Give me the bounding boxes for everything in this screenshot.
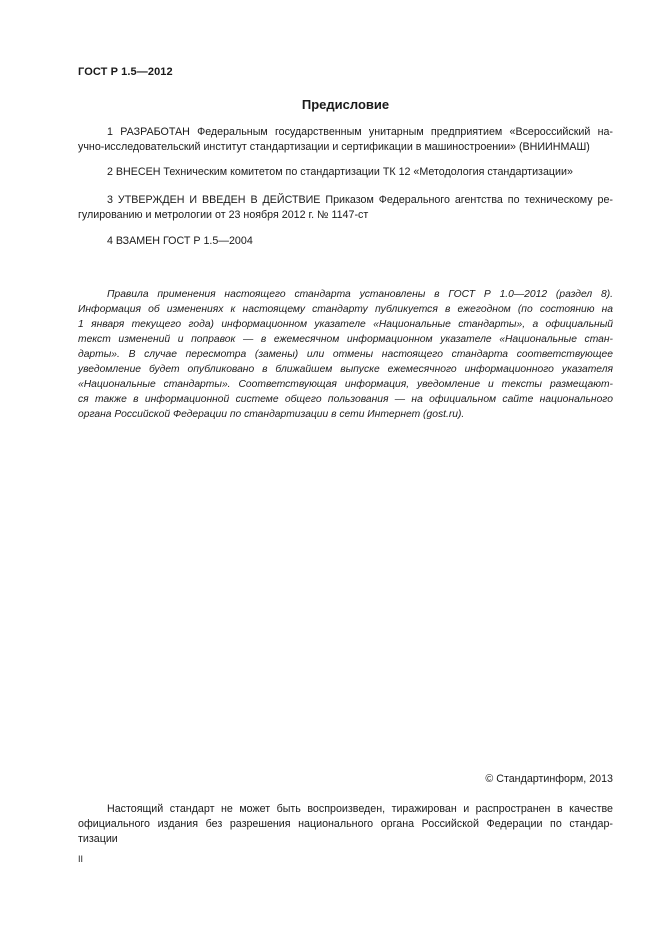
note-line: органа Российской Федерации по стандартизации в сети Интернет (gost.ru). (78, 409, 465, 420)
copyright-notice: © Стандартинформ, 2013 (485, 773, 613, 785)
item-line: 4 ВЗАМЕН ГОСТ Р 1.5—2004 (107, 235, 253, 247)
reproduction-notice (78, 802, 613, 847)
item-line: 2 ВНЕСЕН Техническим комитетом по стандартизации ТК 12 «Методология стандартизации» (107, 166, 573, 178)
document-header-id: ГОСТ Р 1.5—2012 (78, 66, 173, 78)
item-line: учно-исследовательский институт стандартизации и сертификации в машиностроении» (ВНИИНМАШ) (78, 141, 590, 153)
item-line: 1 РАЗРАБОТАН Федеральным государственным унитарным предприятием «Всероссийский на- (107, 126, 613, 138)
foreword-item-replaces (78, 234, 613, 249)
note-line: 1 января текущего года) информационном указателе «Национальные стандарты», а официальный (78, 319, 613, 330)
application-rules-note (78, 287, 613, 422)
item-line: гулированию и метрологии от 23 ноября 2012 г. № 1147-ст (78, 209, 369, 221)
item-line: 3 УТВЕРЖДЕН И ВВЕДЕН В ДЕЙСТВИЕ Приказом Федерального агентства по техническому ре- (107, 194, 613, 206)
note-line: дарты». В случае пересмотра (замены) или отмены настоящего стандарта соответствующее (78, 349, 613, 360)
foreword-item-developed (78, 125, 613, 155)
foreword-item-introduced (78, 165, 613, 180)
legal-line: тизации (78, 833, 118, 845)
foreword-item-approved (78, 193, 613, 223)
note-line: текст изменений и поправок — в ежемесячном информационном указателе «Национальные стан- (78, 334, 613, 345)
foreword-title: Предисловие (301, 97, 390, 112)
legal-line: официального издания без разрешения национального органа Российской Федерации по стандар- (78, 818, 613, 830)
page-number: II (78, 854, 84, 864)
note-line: Информация об изменениях к настоящему стандарту публикуется в ежегодном (по состоянию на (78, 304, 613, 315)
legal-line: Настоящий стандарт не может быть воспроизведен, тиражирован и распространен в качестве (107, 803, 613, 815)
note-line: Правила применения настоящего стандарта установлены в ГОСТ Р 1.0—2012 (раздел 8). (107, 289, 613, 300)
note-line: уведомление будет опубликовано в ближайшем выпуске ежемесячного информационного указателя (78, 364, 613, 375)
note-line: ся также в информационной системе общего пользования — на официальном сайте национального (78, 394, 613, 405)
note-line: «Национальные стандарты». Соответствующая информация, уведомление и тексты размещают- (78, 379, 613, 390)
